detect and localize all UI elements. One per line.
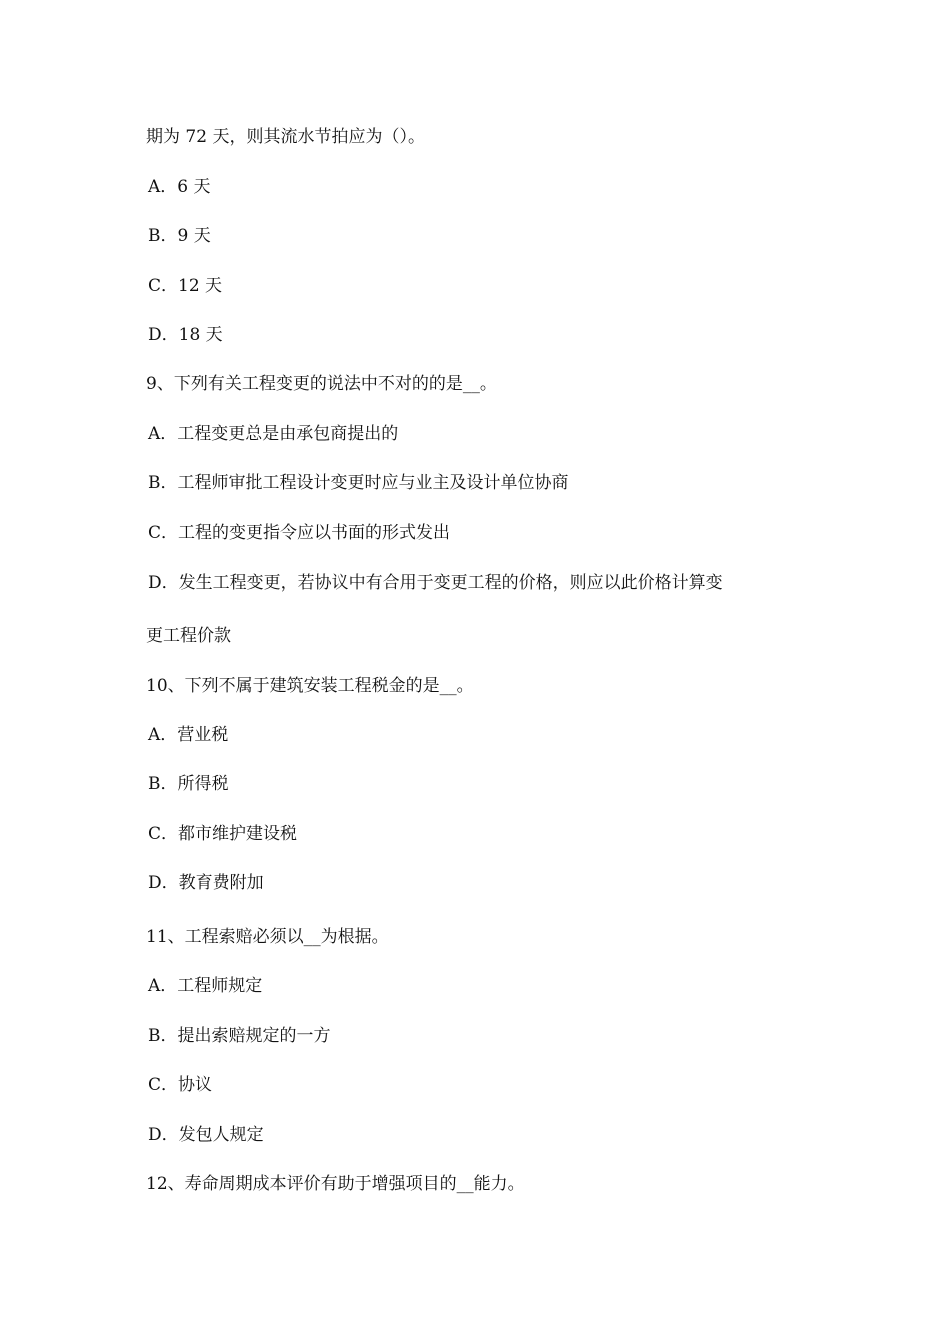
question-10-option-b: B．所得税 [148, 774, 229, 794]
question-11-stem: 11、工程索赔必须以__为根据。 [146, 927, 389, 947]
question-9-option-d-continuation: 更工程价款 [146, 626, 231, 646]
question-12-stem: 12、寿命周期成本评价有助于增强项目的__能力。 [146, 1174, 525, 1194]
question-11-option-c: C．协议 [148, 1075, 213, 1095]
question-11-option-a: A．工程师规定 [148, 976, 263, 996]
question-8-option-b: B．9 天 [148, 226, 211, 246]
question-10-stem: 10、下列不属于建筑安装工程税金的是__。 [146, 676, 474, 696]
question-11-option-b: B．提出索赔规定的一方 [148, 1026, 331, 1046]
question-9-option-b: B．工程师审批工程设计变更时应与业主及设计单位协商 [148, 473, 569, 493]
question-8-stem-continuation: 期为 72 天，则其流水节拍应为（）。 [146, 127, 425, 147]
question-11-option-d: D．发包人规定 [148, 1125, 264, 1145]
question-9-option-d: D．发生工程变更，若协议中有合用于变更工程的价格，则应以此价格计算变 [148, 573, 723, 593]
question-10-option-a: A．营业税 [148, 725, 229, 745]
question-8-option-c: C．12 天 [148, 276, 223, 296]
question-9-option-a: A．工程变更总是由承包商提出的 [148, 424, 399, 444]
question-9-option-c: C．工程的变更指令应以书面的形式发出 [148, 523, 451, 543]
question-9-stem: 9、下列有关工程变更的说法中不对的的是__。 [146, 374, 497, 394]
question-8-option-d: D．18 天 [148, 325, 223, 345]
question-8-option-a: A．6 天 [148, 177, 211, 197]
question-10-option-c: C．都市维护建设税 [148, 824, 298, 844]
question-10-option-d: D．教育费附加 [148, 873, 264, 893]
